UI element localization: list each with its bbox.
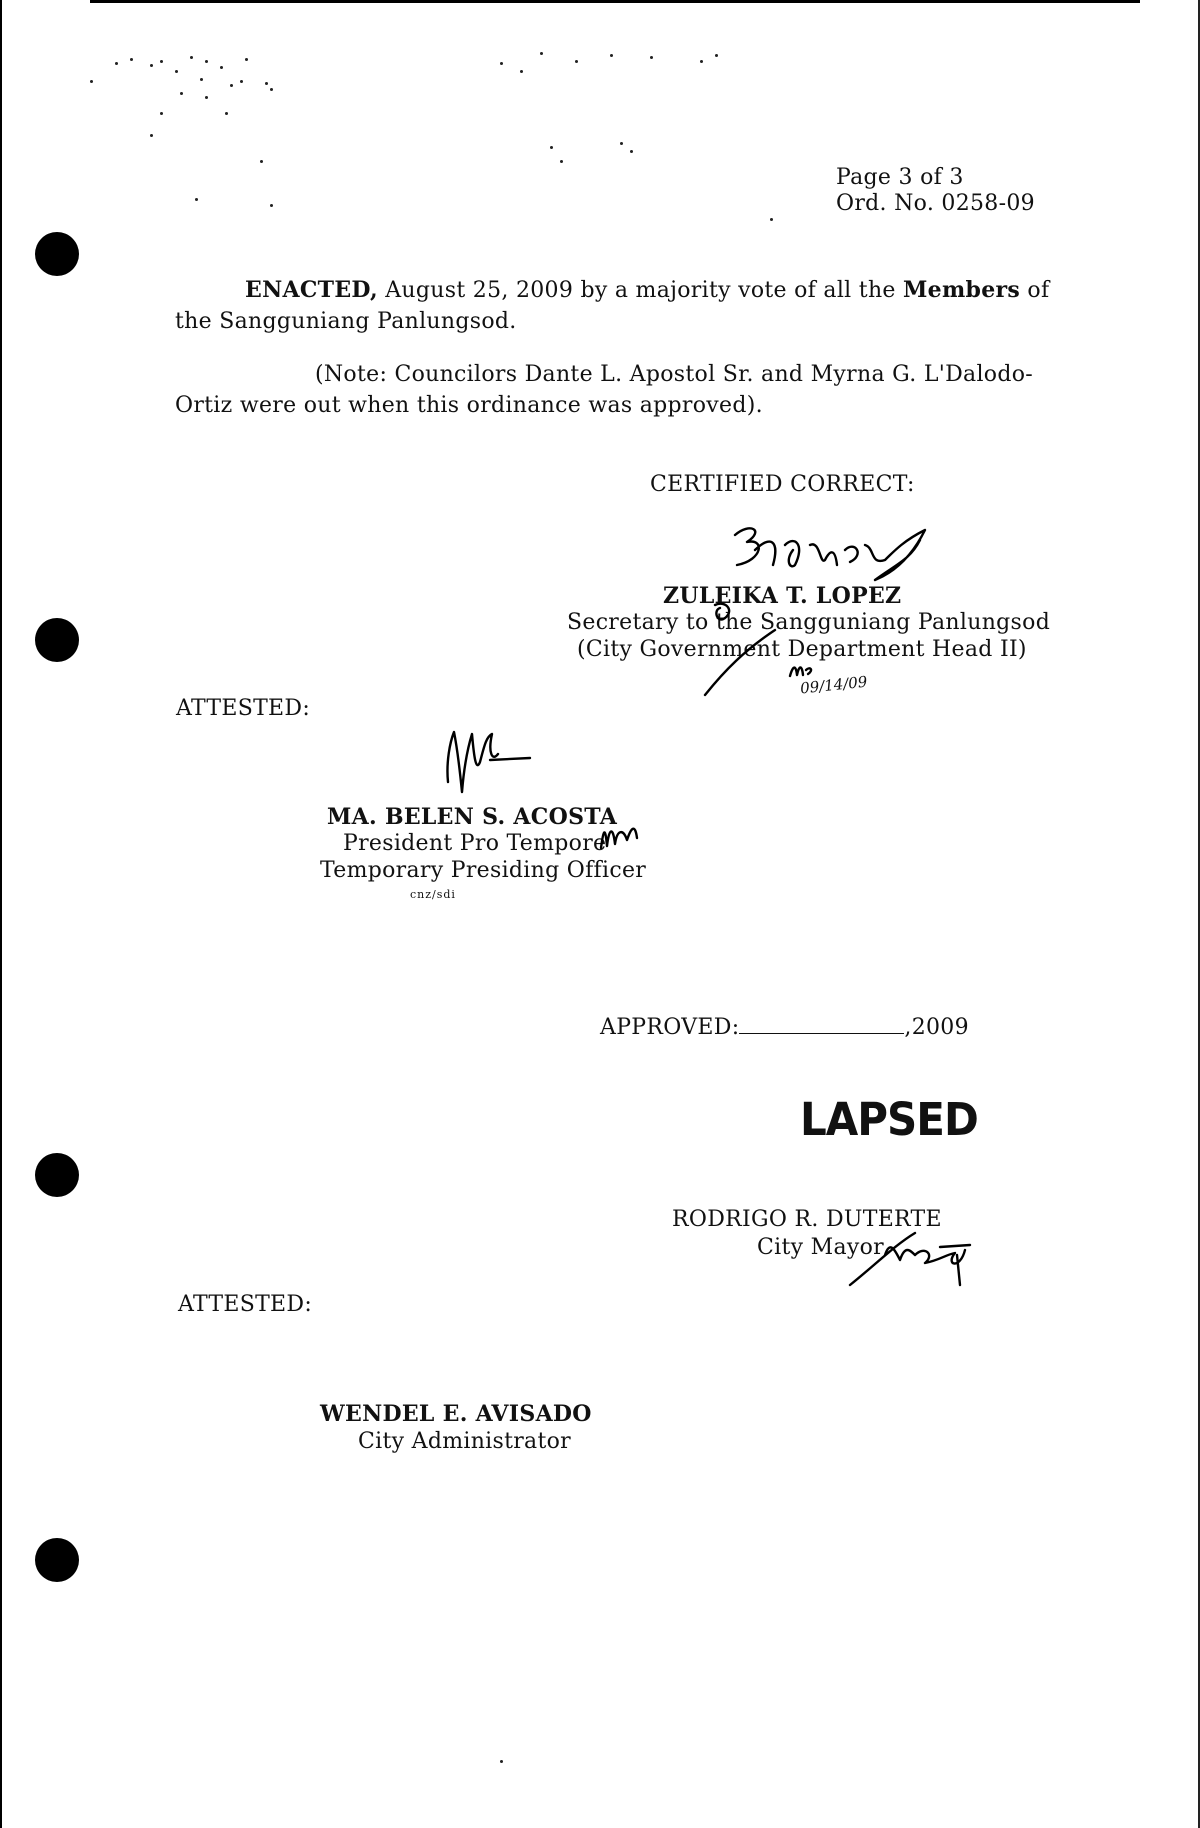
scan-speck <box>650 56 653 59</box>
scan-speck <box>715 54 718 57</box>
approved-line <box>600 1015 969 1040</box>
scan-top-edge <box>90 0 1140 3</box>
punch-hole-4 <box>35 1538 79 1582</box>
enacted-line-1 <box>245 275 1049 306</box>
scan-speck <box>150 134 153 137</box>
lapsed-stamp: LAPSED <box>800 1093 978 1146</box>
enacted-of: of <box>1020 278 1050 303</box>
scan-speck <box>205 96 208 99</box>
punch-hole-1 <box>35 232 79 276</box>
mayor-name: RODRIGO R. DUTERTE <box>672 1207 942 1232</box>
scan-speck <box>160 112 163 115</box>
scan-speck <box>620 142 623 145</box>
scan-speck <box>265 82 268 85</box>
scan-speck <box>240 80 243 83</box>
scan-speck <box>770 218 773 221</box>
scan-speck <box>270 88 273 91</box>
initial-scribble <box>788 660 818 680</box>
certified-label: CERTIFIED CORRECT: <box>650 472 915 497</box>
note-line-2: Ortiz were out when this ordinance was approved). <box>175 393 763 418</box>
note-line-1: (Note: Councilors Dante L. Apostol Sr. and Myrna G. L'Dalodo- <box>315 362 1033 387</box>
scan-speck <box>115 62 118 65</box>
scan-speck <box>160 60 163 63</box>
attested-1-title-2: Temporary Presiding Officer <box>320 858 647 883</box>
certified-name: ZULEIKA T. LOPEZ <box>663 583 902 609</box>
scan-speck <box>575 60 578 63</box>
acosta-signature <box>440 722 540 802</box>
mayor-initial <box>845 1225 995 1295</box>
attested-label-2: ATTESTED: <box>178 1292 313 1317</box>
certified-title-1: Secretary to the Sangguniang Panlungsod <box>567 610 1051 635</box>
scan-speck <box>225 112 228 115</box>
scan-speck <box>130 58 133 61</box>
attested-1-ref: cnz/sdi <box>410 888 456 901</box>
scan-speck <box>180 92 183 95</box>
enacted-members: Members <box>903 277 1021 303</box>
attested-2-name: WENDEL E. AVISADO <box>320 1401 592 1427</box>
acosta-initial <box>597 818 647 854</box>
attested-1-title-1: President Pro Tempore <box>343 831 607 856</box>
scan-speck <box>500 62 503 65</box>
scan-speck <box>610 54 613 57</box>
scan-speck <box>220 66 223 69</box>
punch-hole-2 <box>35 618 79 662</box>
approved-year: ,2009 <box>904 1015 969 1040</box>
scan-speck <box>560 160 563 163</box>
enacted-text: August 25, 2009 by a majority vote of all the <box>377 278 904 303</box>
scan-speck <box>630 150 633 153</box>
attested-label-1: ATTESTED: <box>176 696 311 721</box>
scan-speck <box>150 64 153 67</box>
scan-speck <box>500 1760 503 1763</box>
approved-date-blank <box>739 1015 904 1034</box>
scan-speck <box>700 60 703 63</box>
scan-speck <box>205 60 208 63</box>
scan-speck <box>190 56 193 59</box>
ordinance-number: Ord. No. 0258-09 <box>836 191 1035 216</box>
scan-speck <box>550 146 553 149</box>
enacted-keyword: ENACTED, <box>245 277 378 303</box>
scan-speck <box>200 78 203 81</box>
certified-title-2: (City Government Department Head II) <box>577 637 1027 662</box>
enacted-line-2: the Sangguniang Panlungsod. <box>175 309 517 334</box>
scan-speck <box>260 160 263 163</box>
page-number: Page 3 of 3 <box>836 165 964 190</box>
scan-speck <box>245 58 248 61</box>
scan-speck <box>520 70 523 73</box>
punch-hole-3 <box>35 1153 79 1197</box>
scan-speck <box>230 84 233 87</box>
scan-speck <box>195 198 198 201</box>
scan-speck <box>540 52 543 55</box>
scan-speck <box>175 70 178 73</box>
lopez-initial-mark <box>695 600 815 700</box>
attested-1-name: MA. BELEN S. ACOSTA <box>327 804 618 830</box>
attested-2-title: City Administrator <box>358 1429 571 1454</box>
scan-left-edge <box>0 0 2 1828</box>
scan-speck <box>270 204 273 207</box>
mayor-title: City Mayor <box>757 1235 884 1260</box>
approved-label: APPROVED: <box>600 1015 740 1040</box>
initial-date: 09/14/09 <box>799 672 869 698</box>
scan-speck <box>90 80 93 83</box>
